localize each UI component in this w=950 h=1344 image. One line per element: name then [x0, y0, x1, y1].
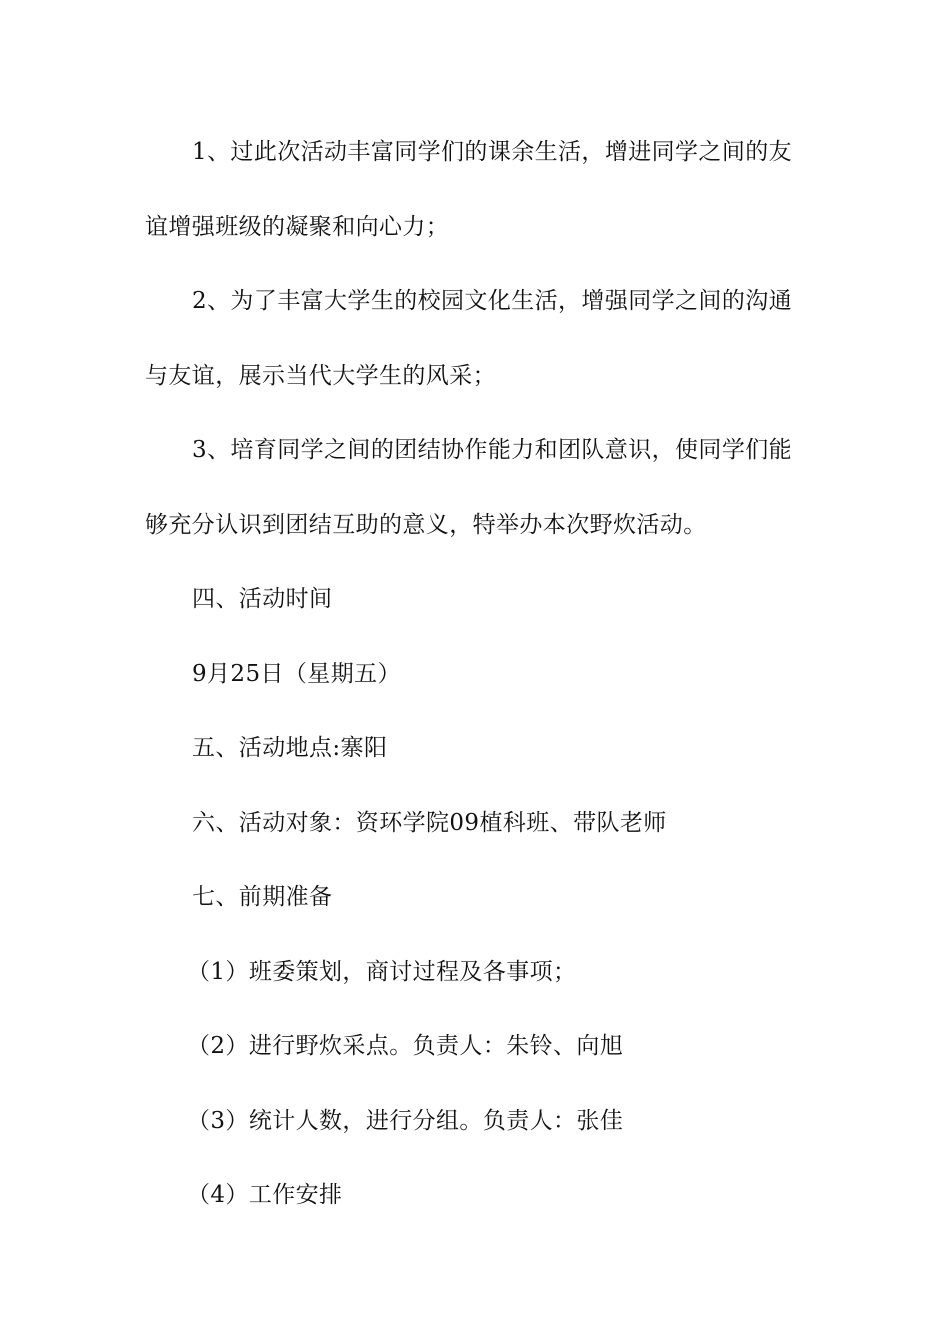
paragraph-line: 谊增强班级的凝聚和向心力；: [145, 213, 450, 240]
paragraph-line: 3、培育同学之间的团结协作能力和团队意识，使同学们能: [192, 437, 793, 463]
document-body: [145, 130, 810, 1248]
list-item: （3）统计人数，进行分组。负责人：张佳: [187, 1107, 624, 1134]
section-heading-activity-location: 五、活动地点:寨阳: [192, 735, 388, 761]
paragraph-line: 与友谊，展示当代大学生的风采；: [145, 362, 496, 389]
paragraph-line: 2、为了丰富大学生的校园文化生活，增强同学之间的沟通: [192, 288, 793, 314]
section-heading-activity-time: 四、活动时间: [192, 586, 333, 612]
paragraph-line: 够充分认识到团结互助的意义，特举办本次野炊活动。: [145, 511, 707, 538]
paragraph-line: 1、过此次活动丰富同学们的课余生活，增进同学之间的友: [192, 139, 793, 165]
list-item: （2）进行野炊采点。负责人：朱铃、向旭: [187, 1033, 624, 1059]
section-heading-preparation: 七、前期准备: [192, 884, 333, 910]
activity-date: 9月25日（星期五）: [192, 660, 401, 687]
section-heading-activity-participants: 六、活动对象：资环学院09植科班、带队老师: [192, 809, 667, 836]
list-item: （1）班委策划，商讨过程及各事项；: [187, 958, 577, 985]
list-item: （4）工作安排: [187, 1182, 343, 1208]
